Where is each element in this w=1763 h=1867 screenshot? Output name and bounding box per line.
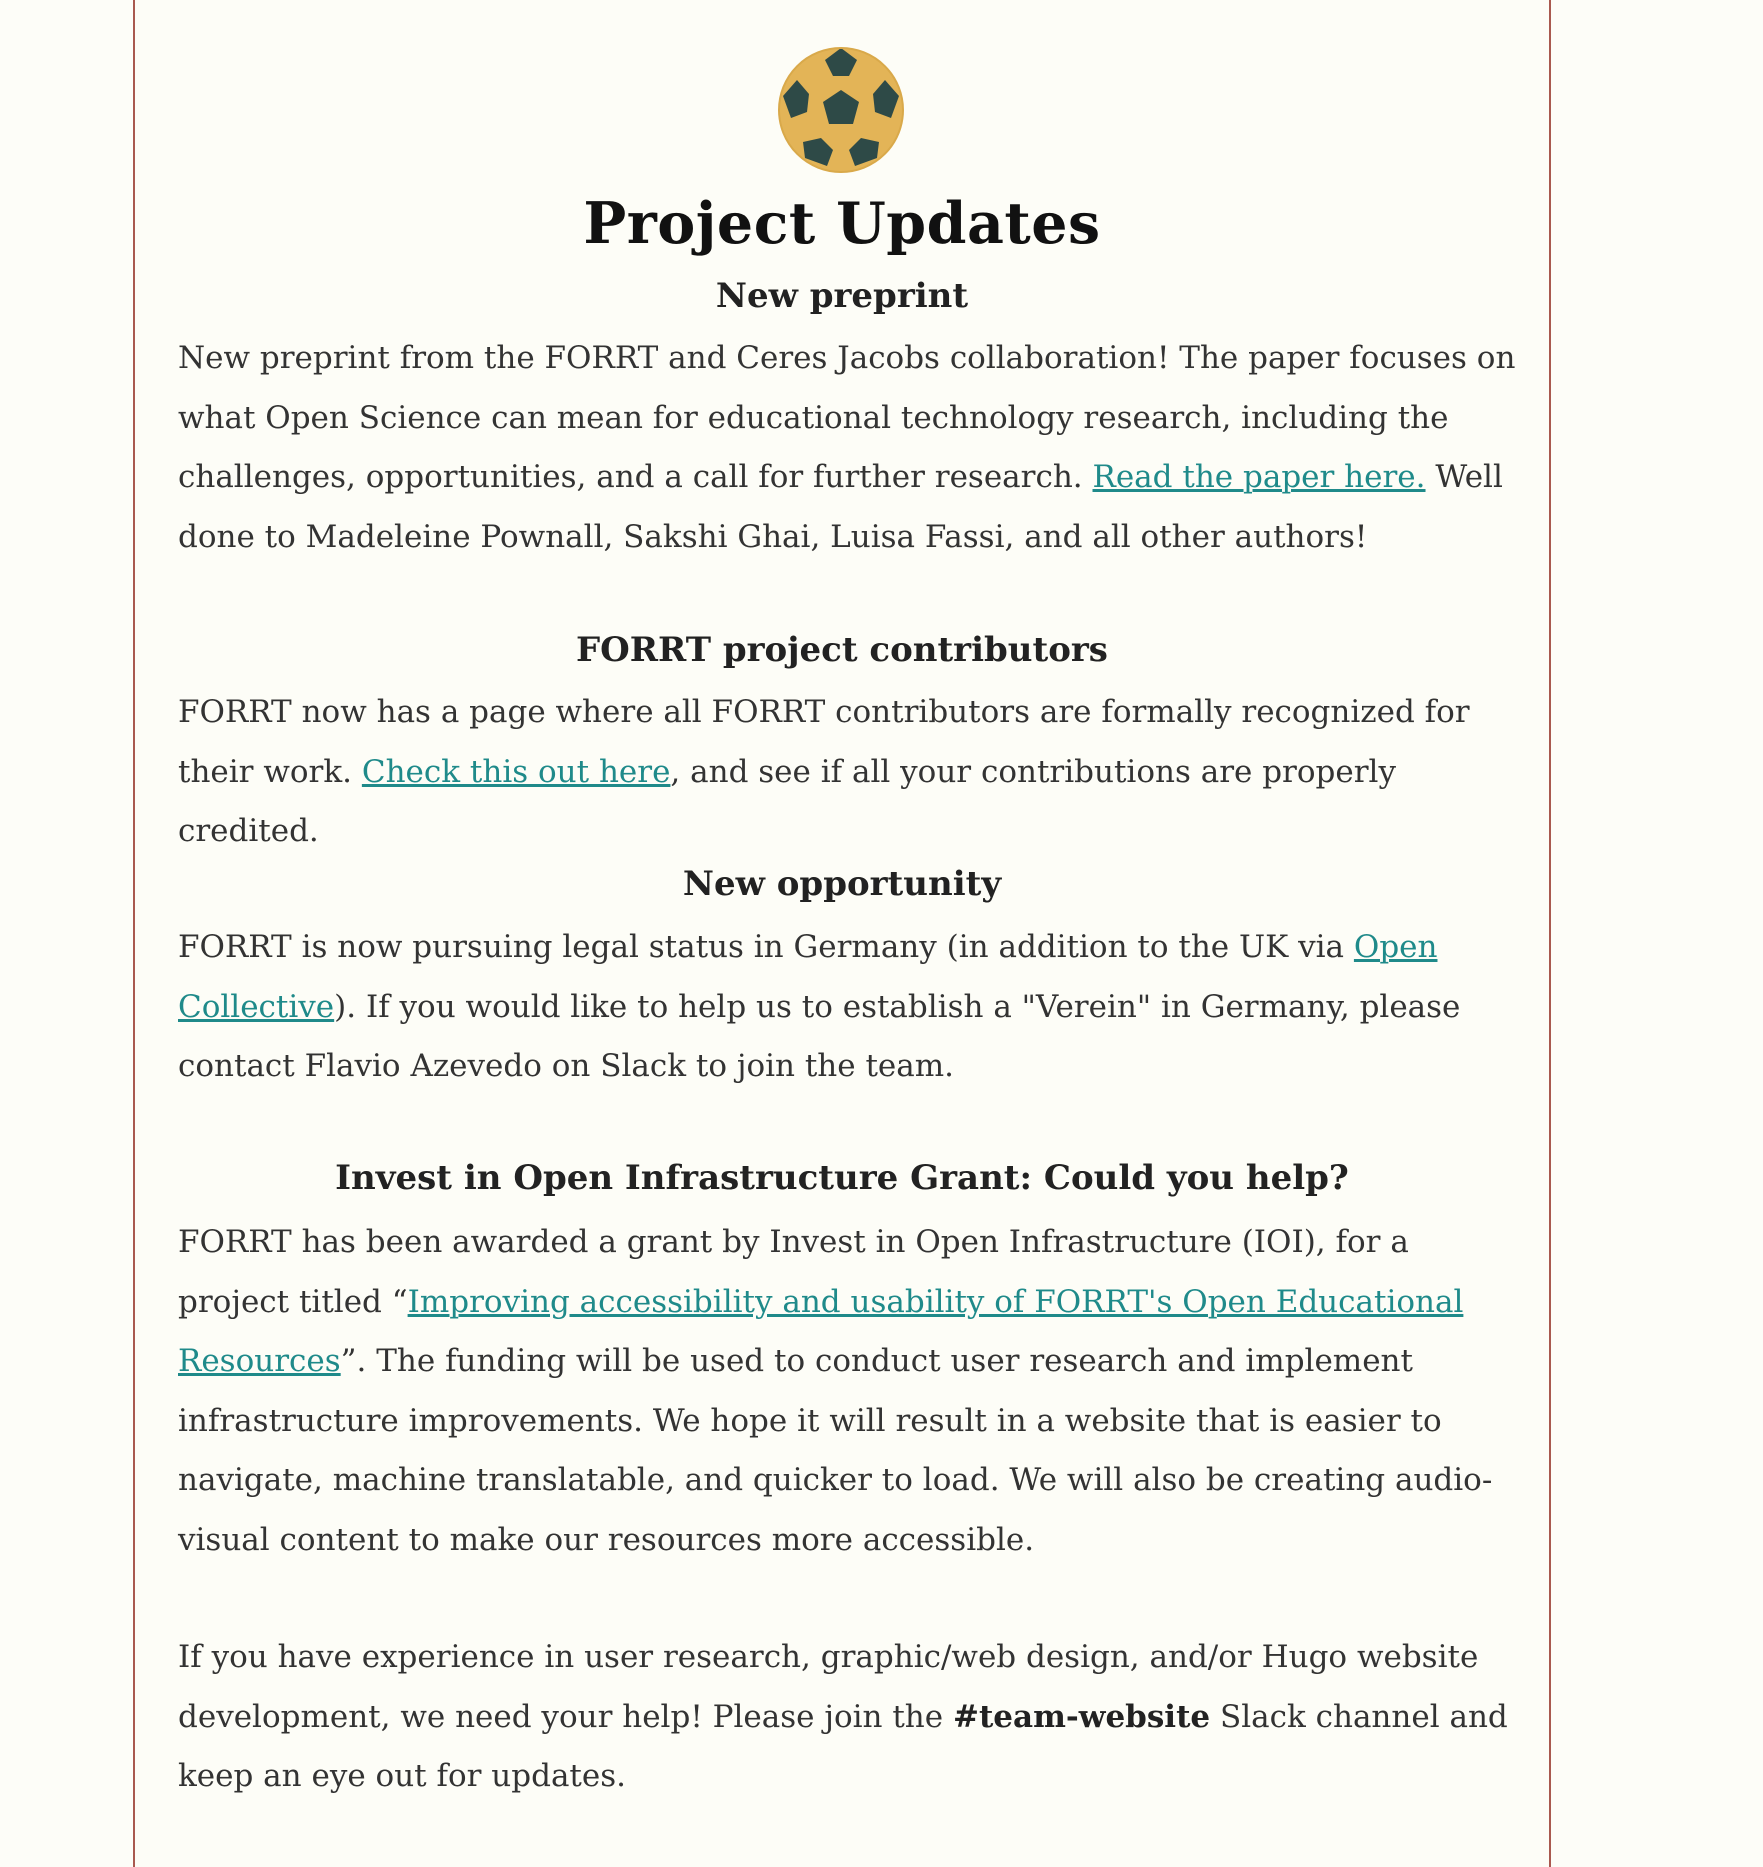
project-title-link[interactable]: Improving accessibility and usability of FORRT's Open Educational Resources — [178, 1283, 1464, 1379]
section-heading-ioi-grant: Invest in Open Infrastructure Grant: Could you help? — [335, 1158, 1349, 1198]
read-paper-link[interactable]: Read the paper here. — [1092, 459, 1426, 495]
newsletter-card — [133, 0, 1551, 1867]
section-text: ). If you would like to help us to establish a "Verein" in Germany, please contact Flavio Azevedo on Slack to join the team. — [178, 988, 1461, 1084]
page-title: Project Updates — [583, 190, 1101, 257]
section-heading-new-opportunity: New opportunity — [682, 864, 1002, 904]
section-text: Well done to Madeleine Pownall, Sakshi Ghai, Luisa Fassi, and all other authors! — [178, 459, 1503, 555]
section-body-new-opportunity — [178, 918, 1518, 1097]
section-text: FORRT is now pursuing legal status in Germany (in addition to the UK via — [178, 929, 1354, 965]
section-text: FORRT has been awarded a grant by Invest in Open Infrastructure (IOI), for a project titled “ — [178, 1224, 1409, 1320]
section-heading-contributors: FORRT project contributors — [576, 630, 1108, 670]
section-text: If you have experience in user research, graphic/web design, and/or Hugo website development, we need your help! Please join the — [178, 1639, 1479, 1735]
section-heading-new-preprint: New preprint — [715, 276, 969, 316]
section-body-new-preprint — [178, 329, 1518, 567]
section-text: , and see if all your contributions are properly credited. — [178, 753, 1396, 849]
section-text: Slack channel and keep an eye out for updates. — [178, 1698, 1508, 1794]
section-text: ”. The funding will be used to conduct user research and implement infrastructure improvements. We hope it will result in a website that is easier to navigate, machine translatable, and quicker to load. We will also be creating audio-visual content to make our resources more accessible. — [178, 1343, 1493, 1558]
section-text: New preprint from the FORRT and Ceres Jacobs collaboration! The paper focuses on what Open Science can mean for educational technology research, including the challenges, opportunities, and a call for further research. — [178, 340, 1516, 495]
section-body-help-request — [178, 1628, 1518, 1807]
contributors-link[interactable]: Check this out here — [361, 753, 671, 790]
section-text: FORRT now has a page where all FORRT contributors are formally recognized for their work. — [178, 694, 1470, 790]
section-body-ioi-grant — [178, 1213, 1518, 1570]
forrt-logo-icon — [777, 46, 905, 174]
open-collective-link[interactable]: Open Collective — [178, 929, 1438, 1025]
slack-channel-name: #team-website — [952, 1698, 1211, 1735]
section-body-contributors — [178, 683, 1518, 862]
